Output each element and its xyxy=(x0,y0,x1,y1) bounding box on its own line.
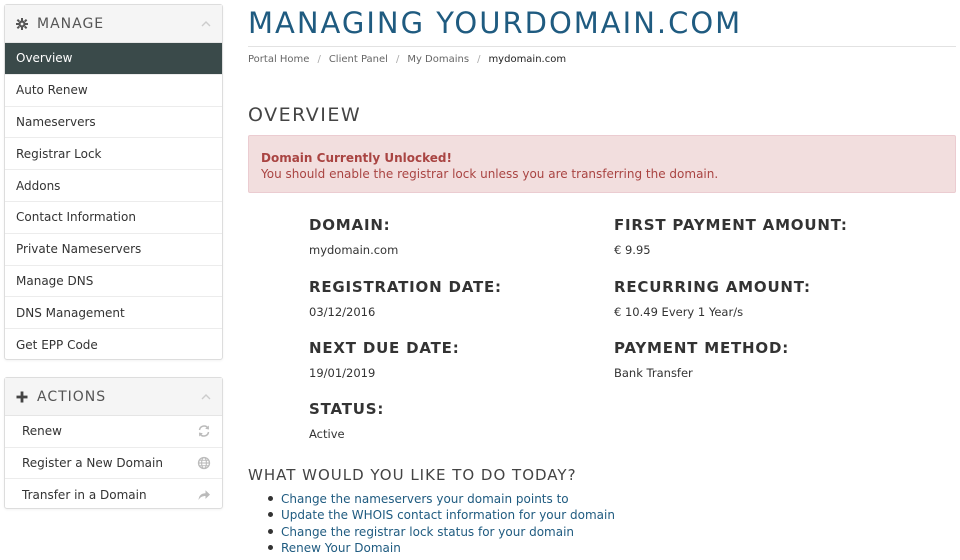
sidebar-item-label: Addons xyxy=(16,178,61,193)
next-due-date-value: 19/01/2019 xyxy=(309,366,376,380)
actions-panel xyxy=(4,377,223,509)
action-label: Transfer in a Domain xyxy=(22,487,147,502)
breadcrumb-separator: / xyxy=(317,54,321,65)
next-due-date-label: NEXT DUE DATE: xyxy=(309,339,460,357)
payment-method-label: PAYMENT METHOD: xyxy=(614,339,789,357)
action-register-new-domain[interactable] xyxy=(5,448,222,480)
chevron-up-icon[interactable] xyxy=(201,392,211,402)
alert-title: Domain Currently Unlocked! xyxy=(261,151,452,165)
first-payment-value: € 9.95 xyxy=(614,243,651,257)
sidebar-item-private-nameservers[interactable] xyxy=(5,234,222,266)
recurring-amount-value: € 10.49 Every 1 Year/s xyxy=(614,305,744,319)
manage-panel-title: MANAGE xyxy=(37,15,105,32)
breadcrumb-current: mydomain.com xyxy=(488,54,567,65)
title-divider xyxy=(248,46,956,47)
section-title-overview: OVERVIEW xyxy=(248,104,362,126)
action-renew[interactable] xyxy=(5,416,222,448)
domain-value: mydomain.com xyxy=(309,243,399,257)
chevron-up-icon[interactable] xyxy=(201,19,211,29)
registration-date-value: 03/12/2016 xyxy=(309,305,376,319)
status-label: STATUS: xyxy=(309,400,385,418)
sidebar-item-registrar-lock[interactable] xyxy=(5,138,222,170)
sidebar-item-label: Overview xyxy=(16,51,73,66)
action-label: Renew xyxy=(22,424,62,439)
todo-links xyxy=(268,491,615,556)
actions-panel-header[interactable] xyxy=(5,378,222,416)
share-arrow-icon xyxy=(197,488,211,502)
sidebar-item-label: DNS Management xyxy=(16,305,125,320)
sidebar-item-manage-dns[interactable] xyxy=(5,266,222,298)
registration-date-label: REGISTRATION DATE: xyxy=(309,278,502,296)
breadcrumb-client-panel[interactable]: Client Panel xyxy=(328,54,388,65)
manage-panel-header[interactable] xyxy=(5,5,222,43)
sidebar-item-auto-renew[interactable] xyxy=(5,75,222,107)
action-transfer-domain[interactable] xyxy=(5,479,222,511)
sidebar-item-nameservers[interactable] xyxy=(5,107,222,139)
sidebar-item-label: Contact Information xyxy=(16,210,136,225)
plus-icon xyxy=(16,391,28,403)
alert-message: You should enable the registrar lock unless you are transferring the domain. xyxy=(261,167,719,181)
recurring-amount-label: RECURRING AMOUNT: xyxy=(614,278,811,296)
sidebar-item-contact-information[interactable] xyxy=(5,202,222,234)
link-change-nameservers[interactable]: Change the nameservers your domain points to xyxy=(268,491,615,507)
payment-method-value: Bank Transfer xyxy=(614,366,693,380)
sidebar-item-get-epp-code[interactable] xyxy=(5,329,222,361)
domain-label: DOMAIN: xyxy=(309,216,391,234)
sidebar-item-overview[interactable] xyxy=(5,43,222,75)
link-update-whois[interactable]: Update the WHOIS contact information for your domain xyxy=(268,507,615,523)
sidebar-item-label: Manage DNS xyxy=(16,273,94,288)
breadcrumb-separator: / xyxy=(395,54,400,65)
sidebar-item-addons[interactable] xyxy=(5,170,222,202)
sidebar-item-label: Registrar Lock xyxy=(16,146,102,161)
sidebar-item-label: Nameservers xyxy=(16,114,96,129)
action-label: Register a New Domain xyxy=(22,455,163,470)
globe-icon xyxy=(197,456,211,470)
page-title: MANAGING YOURDOMAIN.COM xyxy=(248,6,743,40)
sidebar-item-dns-management[interactable] xyxy=(5,297,222,329)
actions-panel-title: ACTIONS xyxy=(37,388,107,405)
todo-title: WHAT WOULD YOU LIKE TO DO TODAY? xyxy=(248,466,577,484)
breadcrumb-portal-home[interactable]: Portal Home xyxy=(248,54,310,65)
sidebar-item-label: Auto Renew xyxy=(16,83,88,98)
link-change-registrar-lock[interactable]: Change the registrar lock status for your domain xyxy=(268,524,615,540)
status-value: Active xyxy=(309,427,345,441)
manage-panel xyxy=(4,4,223,360)
unlocked-alert xyxy=(248,135,956,193)
breadcrumb-my-domains[interactable]: My Domains xyxy=(407,54,470,65)
breadcrumb-separator: / xyxy=(477,54,481,65)
gear-icon xyxy=(16,18,28,30)
sidebar-item-label: Get EPP Code xyxy=(16,338,98,353)
breadcrumb xyxy=(248,54,566,65)
first-payment-label: FIRST PAYMENT AMOUNT: xyxy=(614,216,848,234)
refresh-icon xyxy=(197,424,211,438)
sidebar-item-label: Private Nameservers xyxy=(16,242,142,257)
link-renew-domain[interactable]: Renew Your Domain xyxy=(268,540,615,556)
